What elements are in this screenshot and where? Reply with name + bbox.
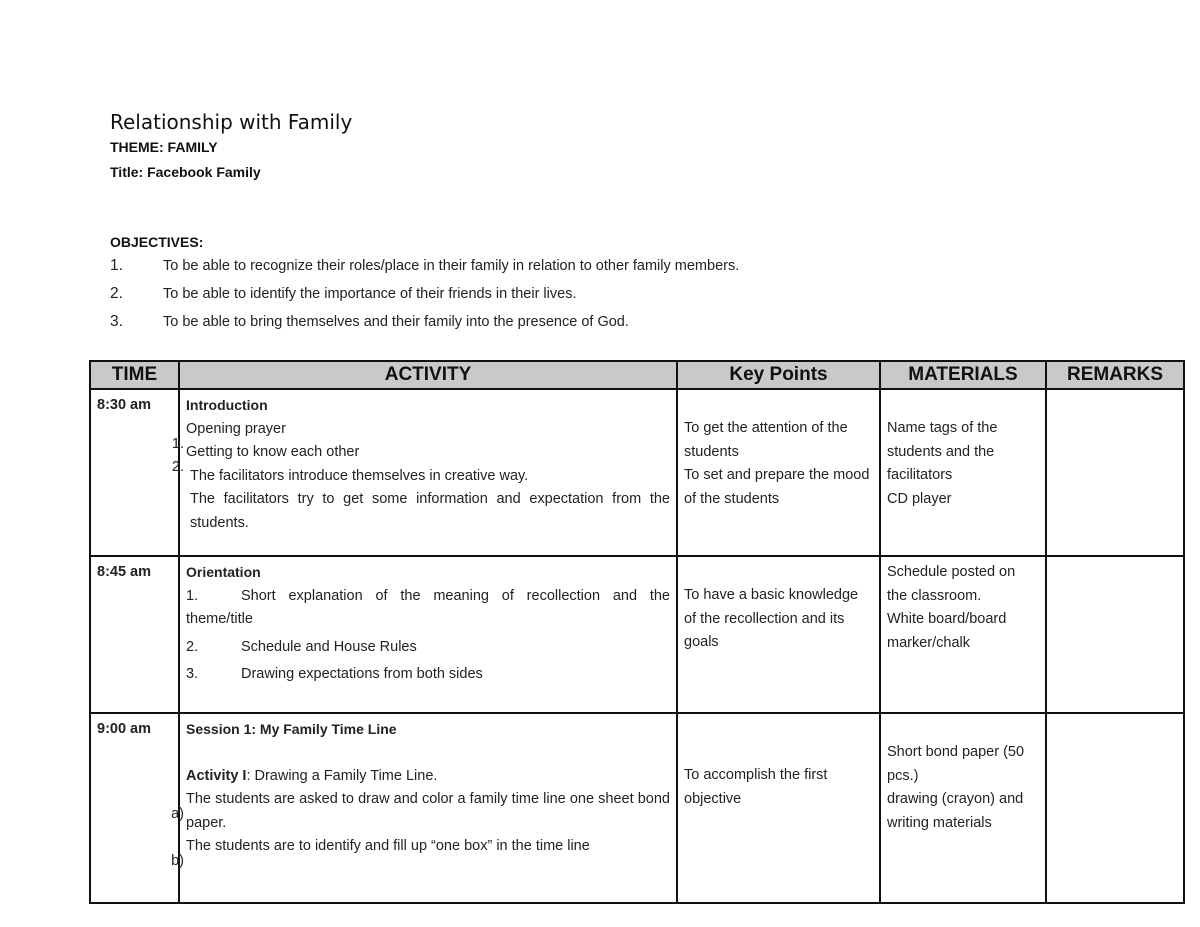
activity-label: Activity I — [186, 767, 247, 784]
item-text: Drawing expectations from both sides — [241, 666, 483, 682]
time-cell: 8:30 am — [90, 389, 179, 556]
material-item: Schedule posted on the classroom. — [887, 564, 1016, 604]
item-number: 2. — [186, 638, 199, 655]
remarks-cell — [1046, 556, 1184, 713]
item-text: Short explanation of the meaning of recollection and the theme/title — [186, 587, 670, 627]
material-item: CD player — [887, 490, 952, 507]
key-points-cell — [677, 556, 880, 713]
key-point: To set and prepare the mood of the students — [684, 467, 870, 507]
item-text: Schedule and House Rules — [241, 638, 417, 655]
activity-note: The facilitators try to get some information and expectation from the students. — [190, 491, 670, 531]
item-text: Opening prayer — [186, 420, 286, 437]
activity-subheading — [186, 765, 670, 789]
activity-heading: Orientation — [186, 564, 261, 580]
activity-cell — [179, 556, 677, 713]
time-cell: 9:00 am — [90, 713, 179, 903]
time-cell: 8:45 am — [90, 556, 179, 713]
item-number: a) — [171, 806, 184, 822]
item-text: The students are to identify and fill up “one box” in the time line — [186, 838, 590, 854]
activity-item — [186, 663, 670, 687]
session-plan-table — [89, 360, 1185, 904]
objective-text: To be able to bring themselves and their family into the presence of God. — [163, 314, 629, 330]
key-point: To get the attention of the students — [684, 420, 848, 460]
material-item: drawing (crayon) and writing materials — [887, 791, 1024, 831]
activity-heading: Session 1: My Family Time Line — [186, 721, 397, 737]
activity-item — [171, 441, 670, 475]
activity-item — [171, 835, 670, 869]
item-number: 2. — [171, 459, 184, 475]
materials-cell — [880, 713, 1046, 903]
objective-text: To be able to identify the importance of their friends in their lives. — [163, 286, 577, 302]
activity-note: The facilitators introduce themselves in creative way. — [190, 467, 529, 484]
material-item: Short bond paper (50 pcs.) — [887, 744, 1025, 784]
header-remarks: REMARKS — [1046, 361, 1184, 389]
objective-number: 3. — [110, 313, 123, 330]
subtitle-line: Title: Facebook Family — [110, 164, 261, 180]
key-points-cell — [677, 713, 880, 903]
materials-cell — [880, 389, 1046, 556]
item-number: 1. — [171, 435, 184, 452]
activity-heading: Introduction — [186, 397, 268, 413]
objective-item — [110, 257, 739, 275]
material-item: White board/board marker/chalk — [887, 611, 1007, 651]
key-point: To accomplish the first objective — [684, 767, 828, 807]
objective-number: 2. — [110, 285, 123, 302]
table-row — [90, 713, 1184, 903]
material-item: Name tags of the students and the facilitators — [887, 420, 998, 483]
document-title: Relationship with Family — [110, 110, 353, 134]
item-number: 3. — [186, 666, 199, 682]
key-points-cell — [677, 389, 880, 556]
theme-line: THEME: FAMILY — [110, 139, 218, 155]
objective-number: 1. — [110, 257, 123, 274]
item-text: Getting to know each other — [186, 444, 360, 460]
table-row — [90, 556, 1184, 713]
item-text: The students are asked to draw and color a family time line one sheet bond paper. — [186, 791, 670, 831]
header-key-points: Key Points — [677, 361, 880, 389]
activity-item — [186, 636, 670, 660]
objective-text: To be able to recognize their roles/place in their family in relation to other family members. — [163, 258, 740, 274]
remarks-cell — [1046, 713, 1184, 903]
activity-cell — [171, 389, 677, 556]
objective-item — [110, 285, 576, 303]
objectives-heading: OBJECTIVES: — [110, 234, 204, 250]
activity-item — [186, 585, 670, 632]
materials-cell — [880, 556, 1046, 713]
header-time: TIME — [90, 361, 179, 389]
activity-item — [171, 788, 670, 835]
header-materials: MATERIALS — [880, 361, 1046, 389]
remarks-cell — [1046, 389, 1184, 556]
table-header-row — [90, 361, 1184, 389]
key-point: To have a basic knowledge of the recollection and its goals — [684, 587, 859, 650]
table-row — [90, 389, 1184, 556]
item-number: 1. — [186, 587, 199, 604]
objective-item — [110, 313, 629, 331]
header-activity: ACTIVITY — [179, 361, 677, 389]
activity-cell — [171, 713, 677, 903]
activity-label-rest: : Drawing a Family Time Line. — [246, 767, 438, 784]
item-number: b) — [171, 853, 184, 869]
